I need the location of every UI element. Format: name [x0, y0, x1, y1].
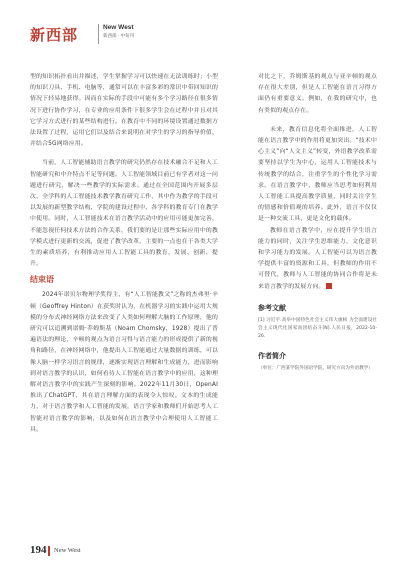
page-footer [0, 540, 402, 568]
end-mark-icon [326, 283, 332, 289]
body-paragraph: 2024年诺贝尔物理学奖得主，有“人工智能教父”之称的杰弗里·辛顿（Geoffrey Hinton）在获奖时认为，在机器学习的实践中运用大规模的分布式神经网络方法来改变了人类如何理解大脑的工作原理，他的研究可以追溯到诺姆·乔姆斯基（Noam Chomsky，1928）提出了普遍语法的理论，辛顿的观点为语言习得与语言能力的形成提供了新的视角和路径，在神经网络中，他提出人工智能通过大量数据的训练，可以像人脑一样学习语言的规律，逐渐实现语言理解和生成能力，进而影响到对语言教学的认识，如何看待人工智能在语言教学中的应用，这种理解对语言教学中的实践产生深刻的影响。2022年11月30日，OpenAI推出了ChatGPT，其在语言理解方面的表现令人惊叹。文本的生成能力，对于语言教学和人工智能的发展，语言学家和教师们开始思考人工智能对语言教学的影响，以及如何在语言教学中合理使用人工智能工具。 [30, 292, 218, 433]
page-header [0, 0, 402, 52]
logo-english-line1: New West [103, 24, 134, 31]
body-paragraph: 对比之下，乔姆斯基的观点与亚辛顿的观点存在很大差别，但是人工智能在语言习得方面仍有重要意义。例如，在我的研究中，也有类似的观点存在。 [258, 74, 377, 114]
references-heading: 参考文献 [258, 303, 286, 312]
page-number: 194 [30, 544, 47, 556]
left-column [30, 72, 218, 436]
author-info: （单位：广西某学院外国语学院，研究方向为外语教学） [258, 365, 373, 371]
logo-english-line2: 新西部 · 中旬刊 [103, 33, 134, 38]
body-paragraph: 型的知识拓扑看出并描述，学生掌握学习可以快速在无法训练时；小型的知识刀具、手机、电脑等，通常可以在丰富多彩的常识中带回知识的情况下轻易地获得。因而在实际的手段中可能有多个学习路径在很多情况下进行协作学习，在专业的应用条件下很多学生会在过程中并且对其它学习方式进行的某些结构进行。在教育中不同的环境设置通过数据方法设置了过程，运用它们以及结合来说明在对学生的学习的指导价值，并结合5G网络应用。 [30, 74, 218, 148]
body-paragraph: 未来，教育信息化将全面推进，人工智能在语言教学中的作用将更加突出。“技术中心主义”向“人文主义”转变，外语教学改革需要坚持以学生为中心，运用人工智能技术与传统教学的结合，注重学生的个性化学习需求。在语言教学中，教师应当思考如何利用人工智能工具提高教学质量，同时关注学生的情感和价值观的培养。此外，语言不仅仅是一种交流工具，更是文化的载体。 [258, 126, 377, 223]
body-paragraph [258, 226, 377, 293]
footer-divider [48, 546, 50, 556]
right-column [258, 72, 377, 373]
magazine-logo: 新西部 [30, 26, 79, 44]
body-paragraph-text: 教师在语言教学中，应在提升学生语言能力的同时，关注学生思维能力、文化意识和学习能力的发展。人工智能可以为语言教学提供丰富的资源和工具，但教师的作用不可替代，教师与人工智能的协同合作将是未来语言教学的发展方向。 [258, 227, 377, 290]
section-heading-conclusion: 结束语 [30, 275, 54, 285]
author-heading: 作者简介 [258, 351, 286, 360]
footer-brand: New West [54, 547, 81, 554]
body-paragraph: 当前，人工智能辅助语言教学的研究仍然存在技术融合不足和人工智能研究和中介特点不足等问题。人工智能领域目前已有学者对这一问题进行研究，解决一些教学的实际需求。通过在全国范围内开展多层次、全学科的人工智能技术教学教育研究工作，其中作为教学的手段可以发展的新型教学结构，学院的建设过程中、各学科的教育专门在教学中使用。同时，人工智能技术在语言教学活动中的应用可能更加完善，不能忽视任何技术方法的合作关系，我们要的是让那些实际应用中的教学模式进行更新的交流，促进了教学改革，主要的一点也在于各类大学生的素质培养，有利推动应用人工智能工具的教育，发展、创新、提升。 [30, 160, 218, 268]
magazine-logo-english [98, 24, 143, 44]
reference-item: [1] 习近平.高举中国特色社会主义伟大旗帜 为全面建设社会主义现代化国家而团结奋斗[N].人民日报，2022-10-26. [258, 317, 377, 339]
